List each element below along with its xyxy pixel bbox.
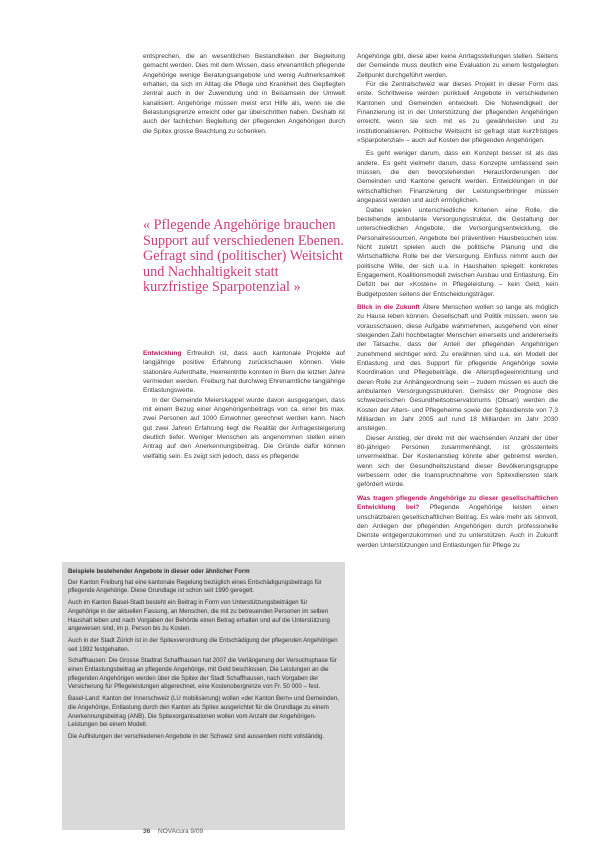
info-box-schaffhausen: Schaffhausen: Die Grosse Stadtrat Schaffhausen hat 2007 die Verlängerung der Versuchsphase für einen Entlastungsbeitrag an pflegende Angehörige, mit Geld beschlossen. Die Leistungen an die pflegenden Angehörigen werden über die Spitex der Stadt Schaffhausen, nach Vorgaben der Versicherung für Pflegeleistungen abgerechnet, eine Kostenobergrenze von Fr. 50 000 – fest. (68, 657, 337, 691)
info-box-zuerich: Auch in der Stadt Zürich ist in der Spitexverordnung die Entschädigung der pflegenden Angehörigen seit 1992 festgehalten. (68, 636, 338, 653)
left-column-lower (143, 349, 345, 461)
right-paragraph-5 (357, 303, 558, 434)
right-paragraph-5-body: Ältere Menschen wollen so lange als möglich zu Hause leben können. Gesellschaft und Politik müssen, wenn sie vorausschauen, diese Aufgabe wahrnehmen, ausgehend von einer steigenden Zahl hochbetagter Menschen einerseits und andererseits der Tatsache, dass der Anteil der pflegenden Angehörigen zunehmend wichtiger wird. Zu erwähnen sind u.a. ein Modell der Entlastung und des Support für pflegende Angehörige sowie Koordination und Pflegebeiträge, die Alterspflegeeinrichtung und deren Rolle zur Anhängeordnung sein – zudem müssen es auch die ambulanten Versorgungsstrukturen. Gemäss der Prognose des schweizerischen Gesundheitsobservatoriums (Obsan) werden die Kosten der Alters- und Pflegeheime sowie der Spitexdienste von 7,3 Milliarden im Jahr 2005 auf rund 18 Milliarden im Jahr 2030 ansteigen. (357, 303, 558, 433)
info-box-note: Die Auflistungen der verschiedenen Angebote in der Schweiz sind ausserdem nicht vollständig. (68, 732, 325, 740)
right-paragraph-4: Dabei spielen unterschiedliche Kriterien eine Rolle, die bestehende ambulante Versorgungsstruktur, die Gestaltung der unterschiedlichen Angebote, die Versorgungsentwicklung, die Personalressourcen, Angebote bei präventiven Hausbesuchen usw. Nicht zuletzt spielen auch die politische Planung und die Wirtschaftliche Rolle bei der Versorgung. Einfluss nimmt auch der politische Wille, der sich u.a. in Haushalten spiegelt: konkretes Engagement, Koalitionsmodell zwischen Ausbau und Entlastung. Ein Defizit bei der «Kosten» in Pflegeleistung – kein Geld, kein Budgetposten seitens der Entscheidungsträger. (357, 206, 558, 298)
info-box (62, 562, 345, 830)
page-footer (143, 828, 203, 835)
info-box-basel-land: Basel-Land: Kanton der Innerschweiz (LU mobilisierung) wollen «der Kanton Bern» und Gemeinden, die Angehörige, Entlastung durch den Kanton als Spitex ausgerichtet für die Grundlage zu einem Anerkennungsbeitrag (ANB). Die Spitexorganisationen wollen vom Anzahl der Angehörigen-Leistungen bei einem Modell. (68, 695, 339, 729)
info-box-title: Beispiele bestehender Angebote in dieser oder ähnlicher Form (68, 568, 250, 575)
info-box-freiburg: Der Kanton Freiburg hat eine kantonale Regelung bezüglich eines Entschädigungsbeitrags für pflegende Angehörige. Diese Grundlage ist schon seit 1990 geregelt. (68, 578, 322, 595)
pull-quote (143, 218, 345, 296)
right-paragraph-3: Es geht weniger darum, dass ein Konzept besser ist als das andere. Es geht vielmehr darum, dass Konzepte umfassend sein müssen, die den bevorstehenden Herausforderungen der Gemeinden und Kantone gerecht werden. Entwicklungen in der wirtschaftlichen Finanzierung der Leistungserbringer müssen angepasst werden und auch ermöglichen. (357, 150, 558, 205)
left-paragraph-3: In der Gemeinde Meierskappel wurde davon ausgegangen, dass mit einem Bezug einer Angehörigenbeitrags von ca. einer bis max. zwei Personen auf 1000 Einwohner gerechnet werden kann. Nach gut zwei Jahren Erfahrung liegt die Realität der Anfragesteigerung deutlich tiefer. Weniger Menschen als angenommen stellen einen Antrag auf den Anerkennungsbeitrag. Die Gründe dafür können vielfältig sein. Es zeigt sich jedoch, dass es pflegende (143, 396, 345, 460)
subhead-angehoerige: Was tragen pflegende Angehörige zu dieser gesellschaftlichen Entwicklung bei? (357, 494, 558, 512)
right-paragraph-2: Für die Zentralschweiz war dieses Projekt in dieser Form das erste. Schrittweise werden punktuell Angebote in verschiedenen Kantonen und Gemeinden entwickelt. Die Notwendigkeit der Finanzierung ist in der Unterstützung der pflegenden Angehörigen erreicht, wenn sie sich mit es zu gewährleisten und zu institutionalisieren. Politische Weitsicht ist gefragt statt kurzfristiges «Sparpotenzial» – auch auf Kosten der pflegenden Angehörigen. (357, 81, 558, 145)
right-column (357, 52, 558, 550)
quote-open-mark: « (143, 217, 151, 233)
left-paragraph-2-body: Erfreulich ist, dass auch kantonale Projekte auf langjährige positive Erfahrung zurückschauen können. Viele stationäre Aufenthalte, Heimeintritte konnten in Bern die letzten Jahre vermieden werden. Freiburg hat durchweg Ehrenamtliche langjährige Entlastungswerte. (143, 350, 346, 395)
right-paragraph-7 (357, 494, 558, 550)
info-box-content (68, 568, 339, 745)
left-column (143, 52, 345, 136)
left-paragraph-1: entsprechen, die an wesentlichen Bestandteilen der Begleitung gemacht werden. Dies mit dem Wissen, dass ehrenamtlich pflegende Angehörige wenige Beratungsangebote und wenig Aufmerksamkeit erhalten, da sich im Alltag die Pflege und Krankheit des Gepflegten zentral auch in der Zuwendung und in Beisamsein der Umwelt kanalisiert. Angehörige müssen meist erst Hilfe als, wenn sie die Belastungsgrenze erreicht oder gar überschritten haben. Deshalb ist auch der fachlichen Begleitung der pflegenden Angehörigen durch die Spitex grosse Beachtung zu schenken. (143, 53, 345, 135)
publication-name: NOVAcura 9/09 (158, 828, 204, 835)
right-paragraph-6: Dieser Anstieg, der direkt mit der wachsenden Anzahl der über 80-jährigen Personen zusammenhängt, ist grösstenteils unvermeidbar. Der Kostenanstieg könnte aber gebremst werden, wenn sich der Gesundheitszustand dieser Bevölkerungsgruppe verbessern oder die Inanspruchnahme von Spitexdiensten stark gefördert würde. (357, 434, 558, 489)
section-lead-entwicklung: Entwicklung (143, 350, 182, 357)
info-box-basel-stadt: Auch im Kanton Basel-Stadt besteht ein Beitrag in Form von Unterstützungsbeiträgen für Angehörige in der aktuellen Fassung, an Menschen, die mit zu betreuenden Personen im selben Haushalt leben und nach Vorgaben der Behörde einen Betrag erhalten und auf die Unterstützung angewiesen sind, im p. Person bis zu Kosten. (68, 599, 330, 633)
page-number: 36 (143, 828, 151, 835)
pull-quote-text: Pflegende Angehörige brauchen Support auf verschiedenen Ebenen. Gefragt sind (politischer) Weitsicht und Nachhaltigkeit statt kurzfristige Sparpotenzial (143, 217, 344, 296)
left-paragraph-2 (143, 349, 345, 396)
subhead-zukunft: Blick in die Zukunft (357, 303, 420, 311)
quote-close-mark: » (293, 279, 301, 296)
right-paragraph-7-body: Pflegende Angehörige leisten einen unschätzbaren gesellschaftlichen Beitrag. Es wäre mehr als sinnvoll, den Anliegen der pflegenden Angehörigen durch professionelle Dienste entgegenzukommen und zu unterstützen. Auch in Zukunft werden Unterstützungen und Entlastungen für Pflege zu (357, 504, 558, 549)
right-paragraph-1: Angehörige gibt, diese aber keine Anrtagsstellungen stellen. Seitens der Gemeinde muss deutlich eine Evaluation zu einem festgelegten Zeitpunkt durchgeführt werden. (357, 53, 558, 79)
